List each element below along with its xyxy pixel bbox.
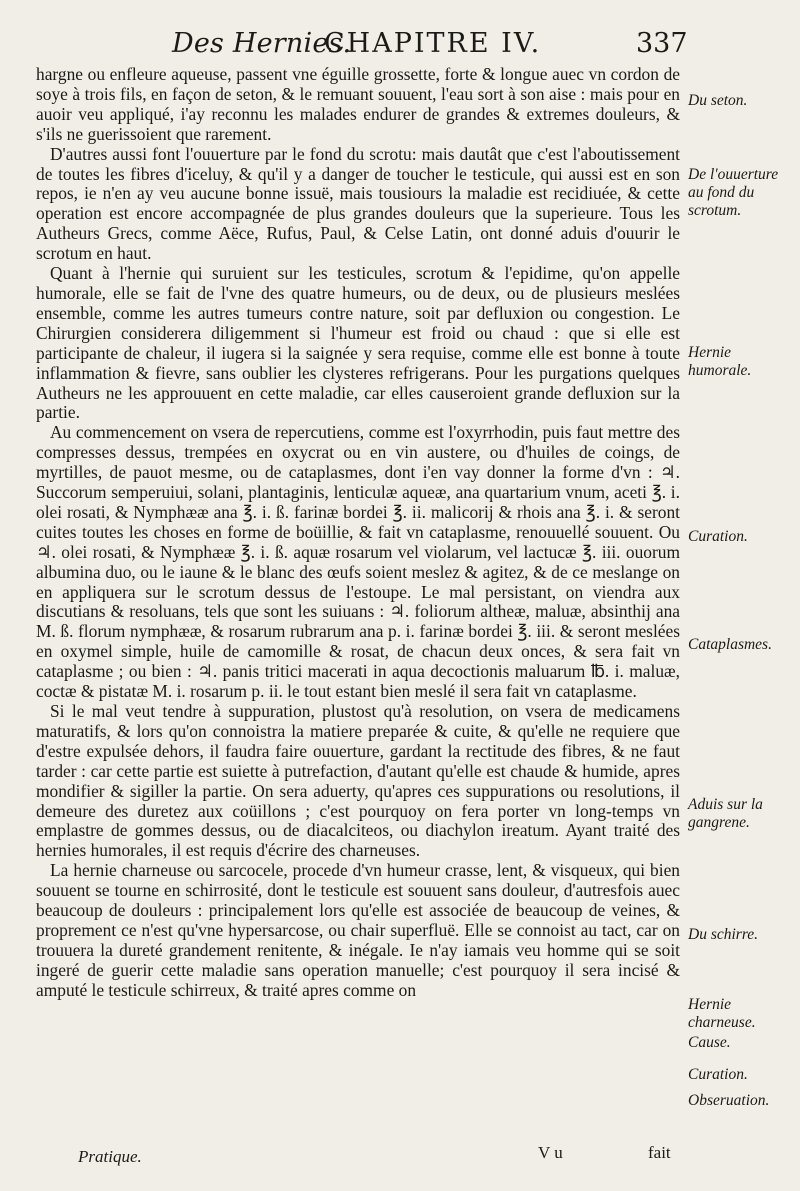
margin-note-gangrene: Aduis sur la gangrene. (688, 796, 763, 831)
margin-note-observation: Obseruation. (688, 1092, 770, 1109)
chapter-heading: CHAPITRE IV. (324, 28, 542, 59)
margin-note-seton: Du seton. (688, 92, 748, 109)
margin-note-curation: Curation. (688, 528, 748, 545)
margin-note-cause: Cause. (688, 1034, 731, 1051)
margin-notes (688, 0, 792, 1191)
catchword-left: Pratique. (78, 1147, 142, 1166)
paragraph-seton: hargne ou enfleure aqueuse, passent vne éguille grossette, forte & longue auec vn cordon de soye à trois fils, en façon de seton, & le remuant souuent, l'eau sort à son aise : mais pour en auoir veu appliqué, i'ay reconnu les malades endurer de grandes & extremes douleurs, & s'ils ne guerissoient que rarement. (36, 64, 680, 144)
paragraph-hernie-humorale: Quant à l'hernie qui suruient sur les testicules, scrotum & l'epidime, qu'on appelle humorale, elle se fait de l'vne des quatre humeurs, ou de deux, ou de plusieurs meslées ensemble, comme les autres tumeurs contre nature, soit par defluxion ou congestion. Le Chirurgien considerera diligemment si l'humeur est froid ou chaud : que si elle est participante de chaleur, il iugera si la saignée y sera requise, comme elle est bonne à toute inflammation & fievre, sans oublier les clysteres refrigerans. Pour les purgations quelques Autheurs ne les approuuent en cette maladie, car elles causeroient grande defluxion sur la partie. (36, 263, 680, 423)
margin-note-curation-2: Curation. (688, 1066, 748, 1083)
margin-note-hernie-charneuse: Hernie charneuse. (688, 996, 756, 1031)
margin-note-schirre: Du schirre. (688, 926, 759, 943)
paragraph-ouverture: D'autres aussi font l'ouuerture par le fond du scrotu: mais dautât que c'est l'aboutissement de toutes les fibres d'iceluy, & qu'il y a danger de toucher le testicule, qui aussi est en son repos, ie n'en ay veu aucune bonne issuë, mais tousiours la maladie est recidiuée, & cette operation est encore accompagnée de plus grandes douleurs que la superieure. Tous les Autheurs Grecs, comme Aëce, Rufus, Paul, & Celse Latin, ont donné aduis d'ouurir le scrotum en haut. (36, 143, 680, 264)
paragraph-hernie-charneuse: La hernie charneuse ou sarcocele, procede d'vn humeur crasse, lent, & visqueux, qui bien souuent se tourne en schirrosité, dont le testicule est souuent sans douleur, d'autresfois auec beaucoup de douleurs : principalement lors qu'elle est associée de beaucoup de veines, & proprement ce n'est qu'vne hypersarcose, ou chair superfluë. Elle se connoist au tact, car on trouuera la dureté grandement renitente, & inégale. Ie n'ay iamais veu homme qui se soit ingeré de guerir cette maladie sans operation manuelle; c'est pourquoy il sera incisé & amputé le testicule schirreux, & traité apres comme on (36, 860, 680, 1000)
page-number: 337 (636, 28, 688, 59)
signature-mark: V u (538, 1143, 563, 1162)
margin-note-hernie-humorale: Hernie humorale. (688, 344, 752, 379)
running-head (0, 22, 800, 66)
margin-note-ouverture: De l'ouuerture au fond du scrotum. (688, 166, 779, 219)
running-head-title: Des Hernies. (172, 28, 352, 59)
main-text-block (36, 65, 680, 1001)
catchword-right: fait (648, 1143, 671, 1162)
paragraph-suppuration: Si le mal veut tendre à suppuration, plustost qu'à resolution, on vsera de medicamens maturatifs, & lors qu'on connoistra la matiere preparée & cuite, & qu'elle ne requiere que d'estre expulsée dehors, il faudra faire ouuerture, gardant la rectitude des fibres, & ne faut tarder : car cette partie est suiette à putrefaction, d'autant qu'elle est chaude & humide, apres mondifier & sigiller la partie. On sera aduerty, qu'apres ces suppurations ou resolutions, il demeure des duretez aux coüillons ; c'est pourquoy on fera porter vn long-temps vn emplastre de gommes dessus, ou de diacalciteos, ou diachylon ireatum. Ayant traité des hernies humorales, il est requis d'écrire des charneuses. (36, 701, 680, 861)
margin-note-cataplasmes: Cataplasmes. (688, 636, 772, 653)
paragraph-curation: Au commencement on vsera de repercutiens, comme est l'oxyrrhodin, puis faut mettre des compresses dessus, trempées en oxycrat ou en vin austere, ou d'huiles de coings, de myrtilles, de pauot mesme, ou de cataplasmes, dont i'en vay donner la forme d'vn : ♃. Succorum semperuiui, solani, plantaginis, lenticulæ aqueæ, ana quartarium vnum, aceti ℥. i. olei rosati, & Nymphææ ana ℥. i. ß. farinæ bordei ℥. ii. malicorij & rhois ana ℥. i. & seront cuites toutes les choses en forme de boüillie, & fait vn cataplasme, renouuellé souuent. Ou ♃. olei rosati, & Nymphææ ℥. i. ß. aquæ rosarum vel violarum, vel lactucæ ℥. iii. ouorum albumina duo, ou le iaune & le blanc des œufs soient meslez & agitez, & de ce meslange on en appliquera sur le scrotum dessus de l'estoupe. Le mal persistant, on viendra aux discutians & resoluans, tels que sont les suiuans : ♃. foliorum altheæ, maluæ, absinthij ana M. ß. florum nymphææ, & rosarum rubrarum ana p. i. farinæ bordei ℥. iii. & seront meslées en oxymel simple, huile de camomille & rosat, de chacun deux onces, & sera fait vn cataplasme ; ou bien : ♃. panis tritici macerati in aqua decoctionis maluarum ℔. i. maluæ, coctæ & pistatæ M. i. rosarum p. ii. le tout estant bien meslé il sera fait vn cataplasme. (36, 422, 680, 702)
page-footer (0, 1143, 800, 1173)
